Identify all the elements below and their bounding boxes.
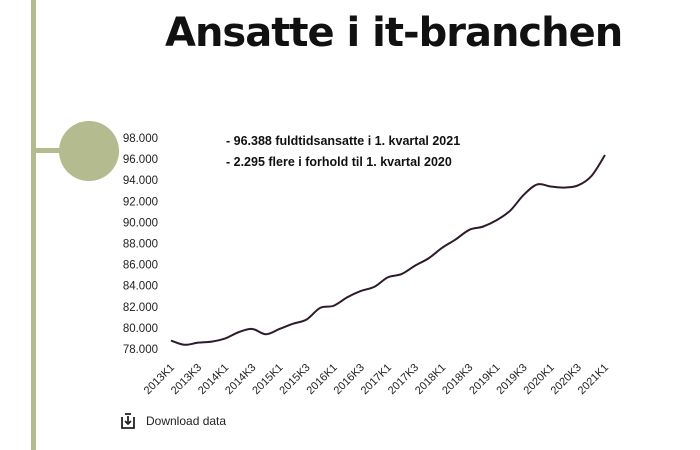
x-tick-label: 2016K1: [304, 361, 340, 397]
y-tick-label: 82.000: [122, 301, 158, 314]
download-icon: [120, 412, 136, 430]
chart-title: Ansatte i it-branchen: [165, 10, 623, 56]
x-tick-label: 2019K3: [494, 361, 530, 397]
download-data-label: Download data: [146, 414, 227, 428]
y-tick-label: 84.000: [122, 280, 158, 293]
x-tick-label: 2014K3: [223, 361, 259, 397]
y-tick-label: 88.000: [122, 238, 158, 251]
download-data-button[interactable]: [120, 411, 226, 431]
x-tick-label: 2017K1: [358, 361, 395, 397]
chart-series: [171, 155, 605, 345]
y-tick-label: 90.000: [122, 217, 158, 230]
x-tick-label: 2017K3: [385, 361, 422, 397]
chart-annotation-1: - 96.388 fuldtidsansatte i 1. kvartal 2021: [226, 134, 461, 148]
x-tick-label: 2013K1: [141, 361, 178, 397]
y-tick-label: 86.000: [122, 259, 158, 272]
x-tick-label: 2013K3: [168, 361, 205, 397]
y-tick-label: 78.000: [122, 344, 158, 356]
x-tick-label: 2015K3: [277, 361, 313, 397]
x-tick-label: 2021K1: [575, 361, 612, 397]
x-tick-label: 2014K1: [196, 361, 232, 397]
x-tick-label: 2019K1: [467, 361, 503, 397]
x-tick-label: 2016K3: [331, 361, 367, 397]
chart-annotation-2: - 2.295 flere i forhold til 1. kvartal 2020: [226, 155, 452, 169]
x-tick-label: 2015K1: [250, 361, 286, 397]
x-tick-label: 2018K1: [413, 361, 449, 397]
x-tick-label: 2020K1: [521, 361, 557, 397]
x-tick-label: 2018K3: [440, 361, 476, 397]
y-tick-label: 96.000: [122, 154, 158, 167]
series-line: [171, 155, 605, 345]
x-tick-label: 2020K3: [548, 361, 584, 397]
y-tick-label: 94.000: [122, 175, 158, 188]
y-tick-label: 98.000: [122, 133, 158, 145]
y-tick-label: 80.000: [122, 322, 158, 335]
y-tick-label: 92.000: [122, 196, 158, 209]
y-axis-ticks: [123, 133, 158, 356]
x-axis-ticks: [142, 362, 611, 397]
